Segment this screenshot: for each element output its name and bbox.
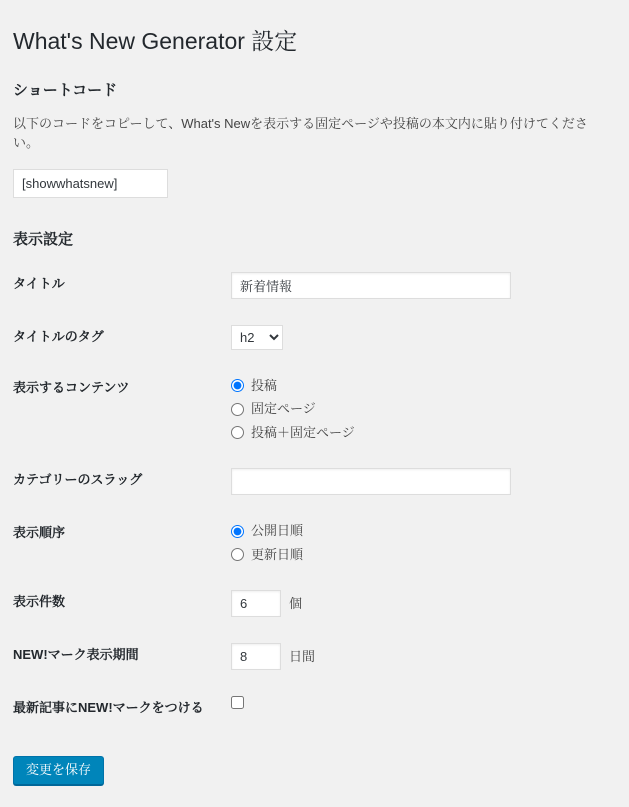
page-title: What's New Generator 設定 <box>13 28 298 54</box>
radio-content-type-0[interactable] <box>231 376 599 396</box>
save-button[interactable]: 変更を保存 <box>13 756 104 785</box>
radio-input-content-type-2[interactable] <box>231 426 244 439</box>
label-title: タイトル <box>13 275 65 291</box>
shortcode-description: 以下のコードをコピーして、What's Newを表示する固定ページや投稿の本文内に貼り付けてください。 <box>13 115 588 151</box>
radio-label-content-type-1: 固定ページ <box>251 401 316 417</box>
new-period-field-group <box>231 643 599 670</box>
radio-label-order-1: 更新日順 <box>251 546 304 562</box>
radio-label-content-type-2: 投稿＋固定ページ <box>251 424 355 440</box>
label-new-period: NEW!マーク表示期間 <box>13 647 139 663</box>
table-row-category-slug <box>13 455 609 508</box>
radio-content-type-2[interactable] <box>231 423 599 443</box>
count-unit: 個 <box>289 596 303 612</box>
new-mark-checkbox-group[interactable] <box>231 696 599 709</box>
new-period-unit: 日間 <box>289 649 316 665</box>
radio-input-content-type-0[interactable] <box>231 379 244 392</box>
count-field-group <box>231 590 599 617</box>
radio-label-order-0: 公開日順 <box>251 523 304 539</box>
title-input[interactable] <box>231 272 511 299</box>
table-row-title-tag <box>13 312 609 363</box>
radio-input-content-type-1[interactable] <box>231 403 244 416</box>
table-row-new-mark <box>13 683 609 733</box>
new-mark-checkbox[interactable] <box>231 696 244 709</box>
submit-area <box>13 738 609 785</box>
new-period-input[interactable] <box>231 643 281 670</box>
shortcode-heading: ショートコード <box>13 81 118 99</box>
table-row-order <box>13 508 609 577</box>
label-content-type: 表示するコンテンツ <box>13 379 130 395</box>
radio-input-order-1[interactable] <box>231 548 244 561</box>
shortcode-input[interactable] <box>13 169 168 198</box>
title-tag-select[interactable] <box>231 325 283 350</box>
display-settings-table <box>13 259 609 734</box>
radio-content-type-1[interactable] <box>231 399 599 419</box>
table-row-new-period <box>13 630 609 683</box>
table-row-title <box>13 259 609 312</box>
radio-order-0[interactable] <box>231 521 599 541</box>
table-row-count <box>13 577 609 630</box>
count-input[interactable] <box>231 590 281 617</box>
radio-order-1[interactable] <box>231 545 599 565</box>
category-slug-input[interactable] <box>231 468 511 495</box>
label-new-mark: 最新記事にNEW!マークをつける <box>13 700 204 716</box>
label-category-slug: カテゴリーのスラッグ <box>13 472 143 488</box>
label-title-tag: タイトルのタグ <box>13 328 104 344</box>
radio-label-content-type-0: 投稿 <box>251 377 278 393</box>
table-row-content-type <box>13 363 609 456</box>
display-settings-heading: 表示設定 <box>13 230 74 248</box>
radio-input-order-0[interactable] <box>231 525 244 538</box>
label-count: 表示件数 <box>13 594 66 610</box>
label-order: 表示順序 <box>13 525 66 541</box>
